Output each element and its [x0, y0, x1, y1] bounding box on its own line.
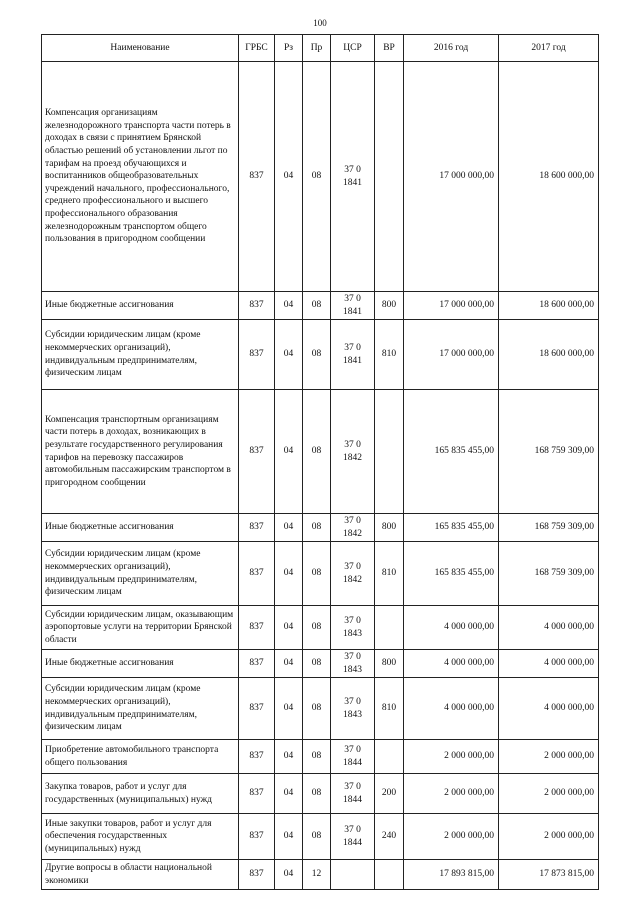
row-2016: 17 000 000,00	[404, 62, 499, 292]
row-grbs: 837	[239, 606, 275, 650]
row-2016: 4 000 000,00	[404, 678, 499, 740]
row-rz: 04	[275, 320, 303, 390]
header-rz: Рз	[275, 35, 303, 62]
row-grbs: 837	[239, 740, 275, 774]
row-rz: 04	[275, 606, 303, 650]
row-grbs: 837	[239, 542, 275, 606]
row-pr: 08	[303, 320, 331, 390]
table-row	[42, 62, 599, 292]
header-csr: ЦСР	[331, 35, 375, 62]
row-grbs: 837	[239, 320, 275, 390]
row-2016: 2 000 000,00	[404, 814, 499, 860]
row-pr: 08	[303, 678, 331, 740]
row-vr	[375, 740, 404, 774]
row-name: Приобретение автомобильного транспорта общего пользования	[42, 740, 239, 774]
header-2017: 2017 год	[499, 35, 599, 62]
row-vr	[375, 390, 404, 514]
row-csr: 37 0 1842	[331, 390, 375, 514]
row-name: Субсидии юридическим лицам (кроме некоммерческих организаций), индивидуальным предпринимателям, физическим лицам	[42, 542, 239, 606]
row-vr: 810	[375, 320, 404, 390]
row-vr: 200	[375, 774, 404, 814]
row-vr	[375, 62, 404, 292]
row-csr: 37 0 1844	[331, 774, 375, 814]
row-2017: 4 000 000,00	[499, 650, 599, 678]
table-row	[42, 320, 599, 390]
row-2016: 165 835 455,00	[404, 390, 499, 514]
row-name: Иные бюджетные ассигнования	[42, 650, 239, 678]
row-rz: 04	[275, 390, 303, 514]
row-pr: 08	[303, 774, 331, 814]
row-pr: 08	[303, 62, 331, 292]
row-2016: 2 000 000,00	[404, 774, 499, 814]
row-grbs: 837	[239, 774, 275, 814]
row-2017: 2 000 000,00	[499, 814, 599, 860]
row-grbs: 837	[239, 390, 275, 514]
row-2016: 17 000 000,00	[404, 320, 499, 390]
row-name: Другие вопросы в области национальной экономики	[42, 860, 239, 890]
row-grbs: 837	[239, 860, 275, 890]
row-name: Компенсация транспортным организациям части потерь в доходах, возникающих в результате государственного регулирования тарифов на перевозку пассажиров автомобильным пассажирским транспортом в пригородном сообщении	[42, 390, 239, 514]
row-rz: 04	[275, 814, 303, 860]
row-vr: 800	[375, 650, 404, 678]
row-2017: 168 759 309,00	[499, 542, 599, 606]
row-name: Закупка товаров, работ и услуг для государственных (муниципальных) нужд	[42, 774, 239, 814]
row-2016: 165 835 455,00	[404, 542, 499, 606]
row-2017: 2 000 000,00	[499, 740, 599, 774]
row-csr: 37 0 1843	[331, 606, 375, 650]
row-2017: 4 000 000,00	[499, 606, 599, 650]
row-csr: 37 0 1844	[331, 740, 375, 774]
row-pr: 08	[303, 514, 331, 542]
row-name: Субсидии юридическим лицам (кроме некоммерческих организаций), индивидуальным предпринимателям, физическим лицам	[42, 320, 239, 390]
row-csr: 37 0 1841	[331, 320, 375, 390]
page-number: 100	[313, 18, 327, 28]
row-vr: 810	[375, 542, 404, 606]
table-row	[42, 740, 599, 774]
row-csr: 37 0 1842	[331, 514, 375, 542]
row-2017: 17 873 815,00	[499, 860, 599, 890]
table-header-row	[42, 35, 599, 62]
row-pr: 08	[303, 542, 331, 606]
row-2017: 18 600 000,00	[499, 320, 599, 390]
header-2016: 2016 год	[404, 35, 499, 62]
row-name: Иные закупки товаров, работ и услуг для обеспечения государственных (муниципальных) нужд	[42, 814, 239, 860]
row-2017: 18 600 000,00	[499, 292, 599, 320]
row-name: Иные бюджетные ассигнования	[42, 292, 239, 320]
table-row	[42, 860, 599, 890]
row-2016: 17 893 815,00	[404, 860, 499, 890]
row-pr: 08	[303, 390, 331, 514]
row-pr: 12	[303, 860, 331, 890]
row-2016: 2 000 000,00	[404, 740, 499, 774]
table-row	[42, 814, 599, 860]
row-2017: 168 759 309,00	[499, 390, 599, 514]
row-grbs: 837	[239, 292, 275, 320]
row-name: Компенсация организациям железнодорожного транспорта части потерь в доходах в связи с принятием Брянской областью решений об установлении льгот по тарифам на проезд обучающихся и воспитанников общеобразовательных учреждений начального, профессионального, среднего профессионального и высшего профессионального образования железнодорожным транспортом общего пользования в пригородном сообщении	[42, 62, 239, 292]
row-csr: 37 0 1842	[331, 542, 375, 606]
row-rz: 04	[275, 542, 303, 606]
row-pr: 08	[303, 650, 331, 678]
row-csr: 37 0 1843	[331, 650, 375, 678]
row-name: Иные бюджетные ассигнования	[42, 514, 239, 542]
row-vr: 240	[375, 814, 404, 860]
row-vr: 800	[375, 514, 404, 542]
table-row	[42, 514, 599, 542]
row-name: Субсидии юридическим лицам, оказывающим аэропортовые услуги на территории Брянской области	[42, 606, 239, 650]
row-rz: 04	[275, 62, 303, 292]
row-pr: 08	[303, 740, 331, 774]
row-vr: 800	[375, 292, 404, 320]
row-vr	[375, 860, 404, 890]
row-2017: 168 759 309,00	[499, 514, 599, 542]
row-rz: 04	[275, 678, 303, 740]
row-csr: 37 0 1843	[331, 678, 375, 740]
row-2017: 2 000 000,00	[499, 774, 599, 814]
row-csr: 37 0 1841	[331, 62, 375, 292]
row-pr: 08	[303, 292, 331, 320]
row-rz: 04	[275, 774, 303, 814]
table-row	[42, 774, 599, 814]
row-grbs: 837	[239, 514, 275, 542]
row-grbs: 837	[239, 678, 275, 740]
row-csr: 37 0 1844	[331, 814, 375, 860]
row-rz: 04	[275, 650, 303, 678]
row-2016: 4 000 000,00	[404, 650, 499, 678]
table-row	[42, 606, 599, 650]
row-rz: 04	[275, 740, 303, 774]
row-2017: 4 000 000,00	[499, 678, 599, 740]
row-2017: 18 600 000,00	[499, 62, 599, 292]
row-grbs: 837	[239, 650, 275, 678]
header-vr: ВР	[375, 35, 404, 62]
header-pr: Пр	[303, 35, 331, 62]
row-2016: 165 835 455,00	[404, 514, 499, 542]
budget-table	[41, 34, 599, 890]
row-2016: 4 000 000,00	[404, 606, 499, 650]
row-2016: 17 000 000,00	[404, 292, 499, 320]
table-row	[42, 292, 599, 320]
table-row	[42, 650, 599, 678]
row-grbs: 837	[239, 62, 275, 292]
row-pr: 08	[303, 606, 331, 650]
row-pr: 08	[303, 814, 331, 860]
table-row	[42, 678, 599, 740]
row-rz: 04	[275, 860, 303, 890]
row-csr: 37 0 1841	[331, 292, 375, 320]
row-grbs: 837	[239, 814, 275, 860]
table-row	[42, 542, 599, 606]
row-vr: 810	[375, 678, 404, 740]
header-grbs: ГРБС	[239, 35, 275, 62]
row-name: Субсидии юридическим лицам (кроме некоммерческих организаций), индивидуальным предпринимателям, физическим лицам	[42, 678, 239, 740]
header-name: Наименование	[42, 35, 239, 62]
row-rz: 04	[275, 514, 303, 542]
row-vr	[375, 606, 404, 650]
row-csr	[331, 860, 375, 890]
row-rz: 04	[275, 292, 303, 320]
table-row	[42, 390, 599, 514]
